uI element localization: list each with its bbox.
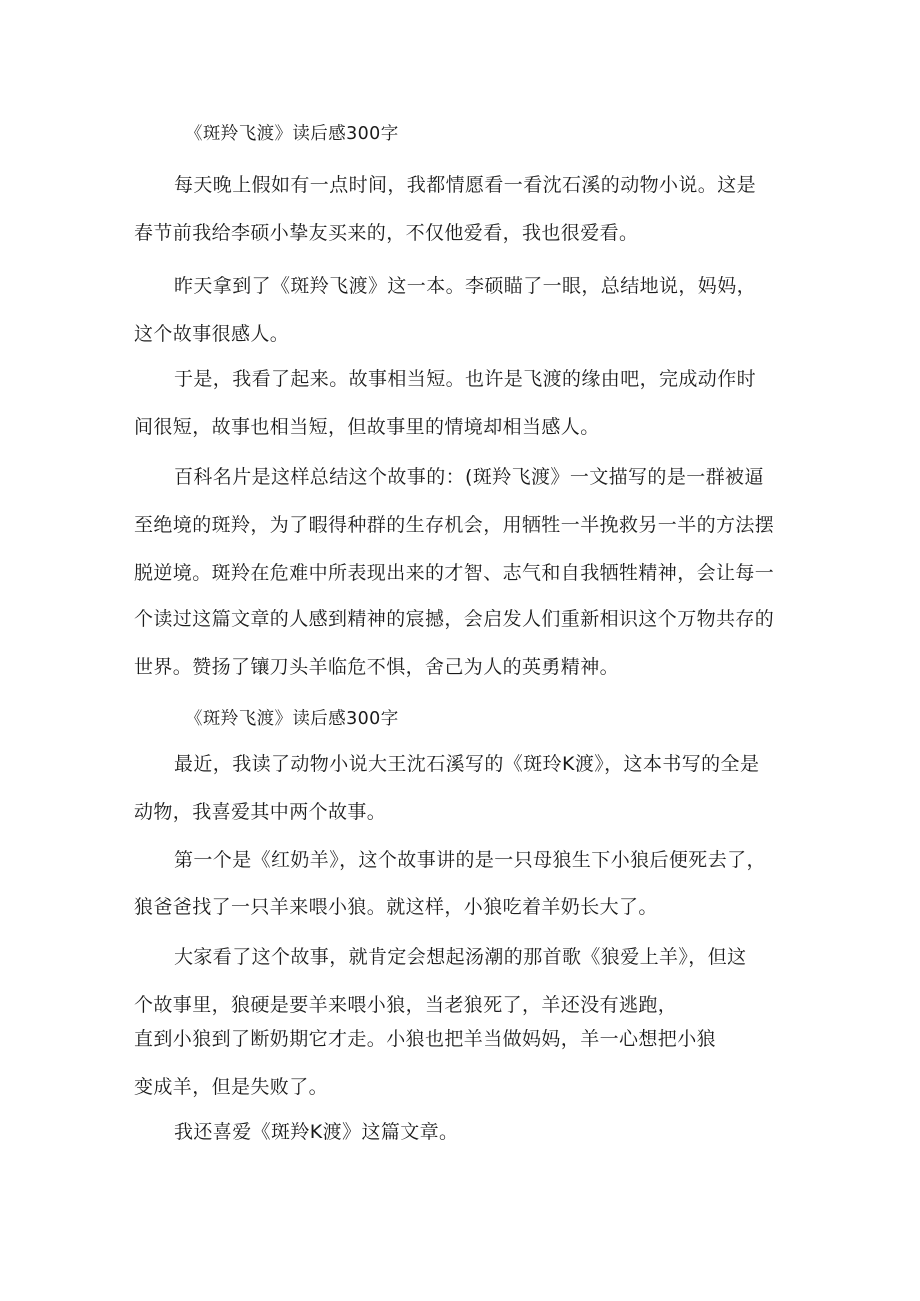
paragraph-line: 这个故事很感人。 (134, 323, 290, 345)
paragraph-line: 个故事里，狼硬是要羊来喂小狼，当老狼死了，羊还没有逃跑， (134, 994, 678, 1016)
paragraph-line: 世界。赞扬了镶刀头羊临危不惧，舍己为人的英勇精神。 (134, 656, 620, 678)
paragraph-line: 昨天拿到了《斑羚飞渡》这一本。李硕瞄了一眼，总结地说，妈妈， (174, 275, 757, 297)
paragraph-line: 第一个是《红奶羊》，这个故事讲的是一只母狼生下小狼后便死去了， (174, 849, 766, 871)
paragraph-line: 狼爸爸找了一只羊来喂小狼。就这样，小狼吃着羊奶长大了。 (134, 896, 658, 918)
paragraph-line: 直到小狼到了断奶期它才走。小狼也把羊当做妈妈，羊一心想把小狼 (134, 1028, 717, 1050)
paragraph-line: 变成羊，但是失败了。 (134, 1076, 329, 1098)
paragraph-line: 我还喜爱《斑羚K渡》这篇文章。 (174, 1121, 459, 1143)
section-title: 《斑羚飞渡》读后感300字 (185, 709, 399, 729)
paragraph-line: 春节前我给李硕小挚友买来的，不仅他爱看，我也很爱看。 (134, 222, 639, 244)
paragraph-line: 于是，我看了起来。故事相当短。也许是飞渡的缘由吧，完成动作时 (174, 368, 757, 390)
paragraph-line: 每天晚上假如有一点时间，我都情愿看一看沈石溪的动物小说。这是 (174, 174, 757, 196)
paragraph-line: 至绝境的斑羚，为了暇得种群的生存机会，用牺牲一半挽救另一半的方法摆 (134, 514, 775, 536)
paragraph-line: 脱逆境。斑羚在危难中所表现出来的才智、志气和自我牺牲精神，会让每一 (134, 562, 775, 584)
section-title: 《斑羚飞渡》读后感300字 (185, 124, 399, 144)
paragraph-line: 百科名片是这样总结这个故事的：(斑羚飞渡》一文描写的是一群被逼 (174, 466, 764, 488)
paragraph-line: 动物，我喜爱其中两个故事。 (134, 801, 387, 823)
paragraph-line: 最近，我读了动物小说大王沈石溪写的《斑玲K渡》，这本书写的全是 (174, 753, 760, 775)
paragraph-line: 大家看了这个故事，就肯定会想起汤潮的那首歌《狼爱上羊》，但这 (174, 946, 747, 968)
paragraph-line: 个读过这篇文章的人感到精神的宸撼，会启发人们重新相识这个万物共存的 (134, 608, 775, 630)
paragraph-line: 间很短，故事也相当短，但故事里的情境却相当感人。 (134, 416, 600, 438)
